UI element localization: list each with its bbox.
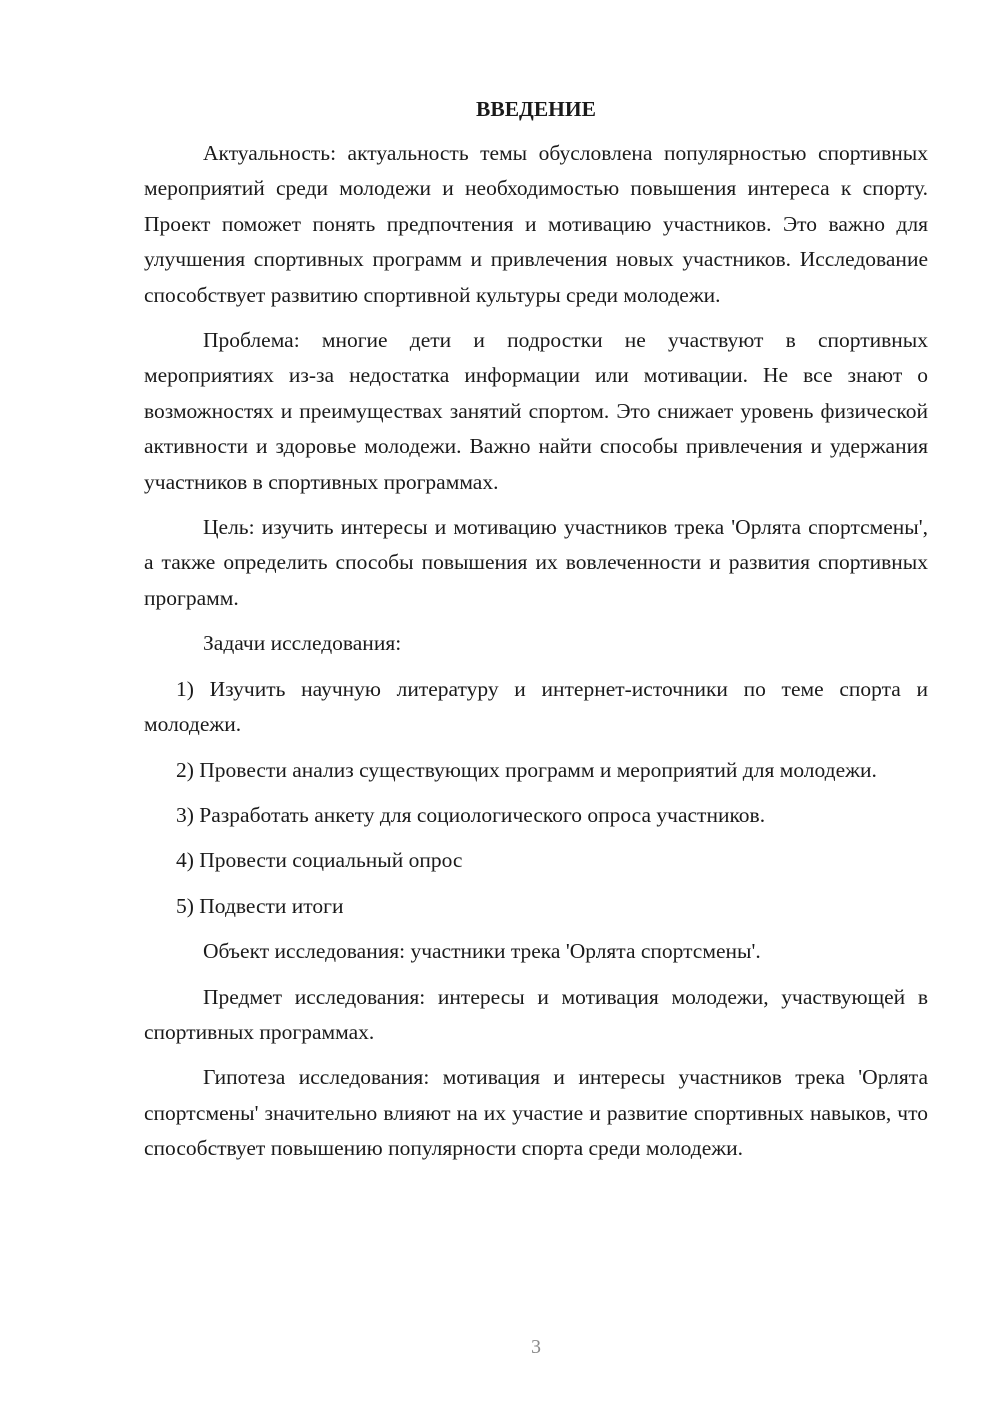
subject-paragraph: Предмет исследования: интересы и мотивация молодежи, участвующей в спортивных программах. bbox=[144, 984, 928, 1044]
goal-paragraph: Цель: изучить интересы и мотивацию участников трека 'Орлята спортсмены', а также определить способы повышения их вовлеченности и развития спортивных программ. bbox=[144, 515, 928, 610]
page-content bbox=[144, 92, 928, 1177]
relevance-paragraph: Актуальность: актуальность темы обусловлена популярностью спортивных мероприятий среди молодежи и необходимостью повышения интереса к спорту. Проект поможет понять предпочтения и мотивацию участников. Это важно для улучшения спортивных программ и привлечения новых участников. Исследование способствует развитию спортивной культуры среди молодежи. bbox=[144, 141, 928, 307]
tasks-heading: Задачи исследования: bbox=[203, 631, 402, 656]
task-item: 1) Изучить научную литературу и интернет-источники по теме спорта и молодежи. bbox=[144, 676, 928, 737]
task-item: 5) Подвести итоги bbox=[176, 893, 344, 918]
task-item: 2) Провести анализ существующих программ и мероприятий для молодежи. bbox=[176, 757, 877, 782]
object-paragraph: Объект исследования: участники трека 'Орлята спортсмены'. bbox=[203, 939, 761, 964]
task-item: 4) Провести социальный опрос bbox=[176, 848, 463, 873]
problem-paragraph: Проблема: многие дети и подростки не участвуют в спортивных мероприятиях из-за недостатка информации или мотивации. Не все знают о возможностях и преимуществах занятий спортом. Это снижает уровень физической активности и здоровье молодежи. Важно найти способы привлечения и удержания участников в спортивных программах. bbox=[144, 328, 928, 494]
section-title: ВВЕДЕНИЕ bbox=[476, 97, 596, 121]
hypothesis-paragraph: Гипотеза исследования: мотивация и интересы участников трека 'Орлята спортсмены' значительно влияют на их участие и развитие спортивных навыков, что способствует повышению популярности спорта среди молодежи. bbox=[144, 1065, 928, 1161]
page-number: 3 bbox=[531, 1336, 541, 1358]
task-item: 3) Разработать анкету для социологического опроса участников. bbox=[176, 802, 766, 827]
